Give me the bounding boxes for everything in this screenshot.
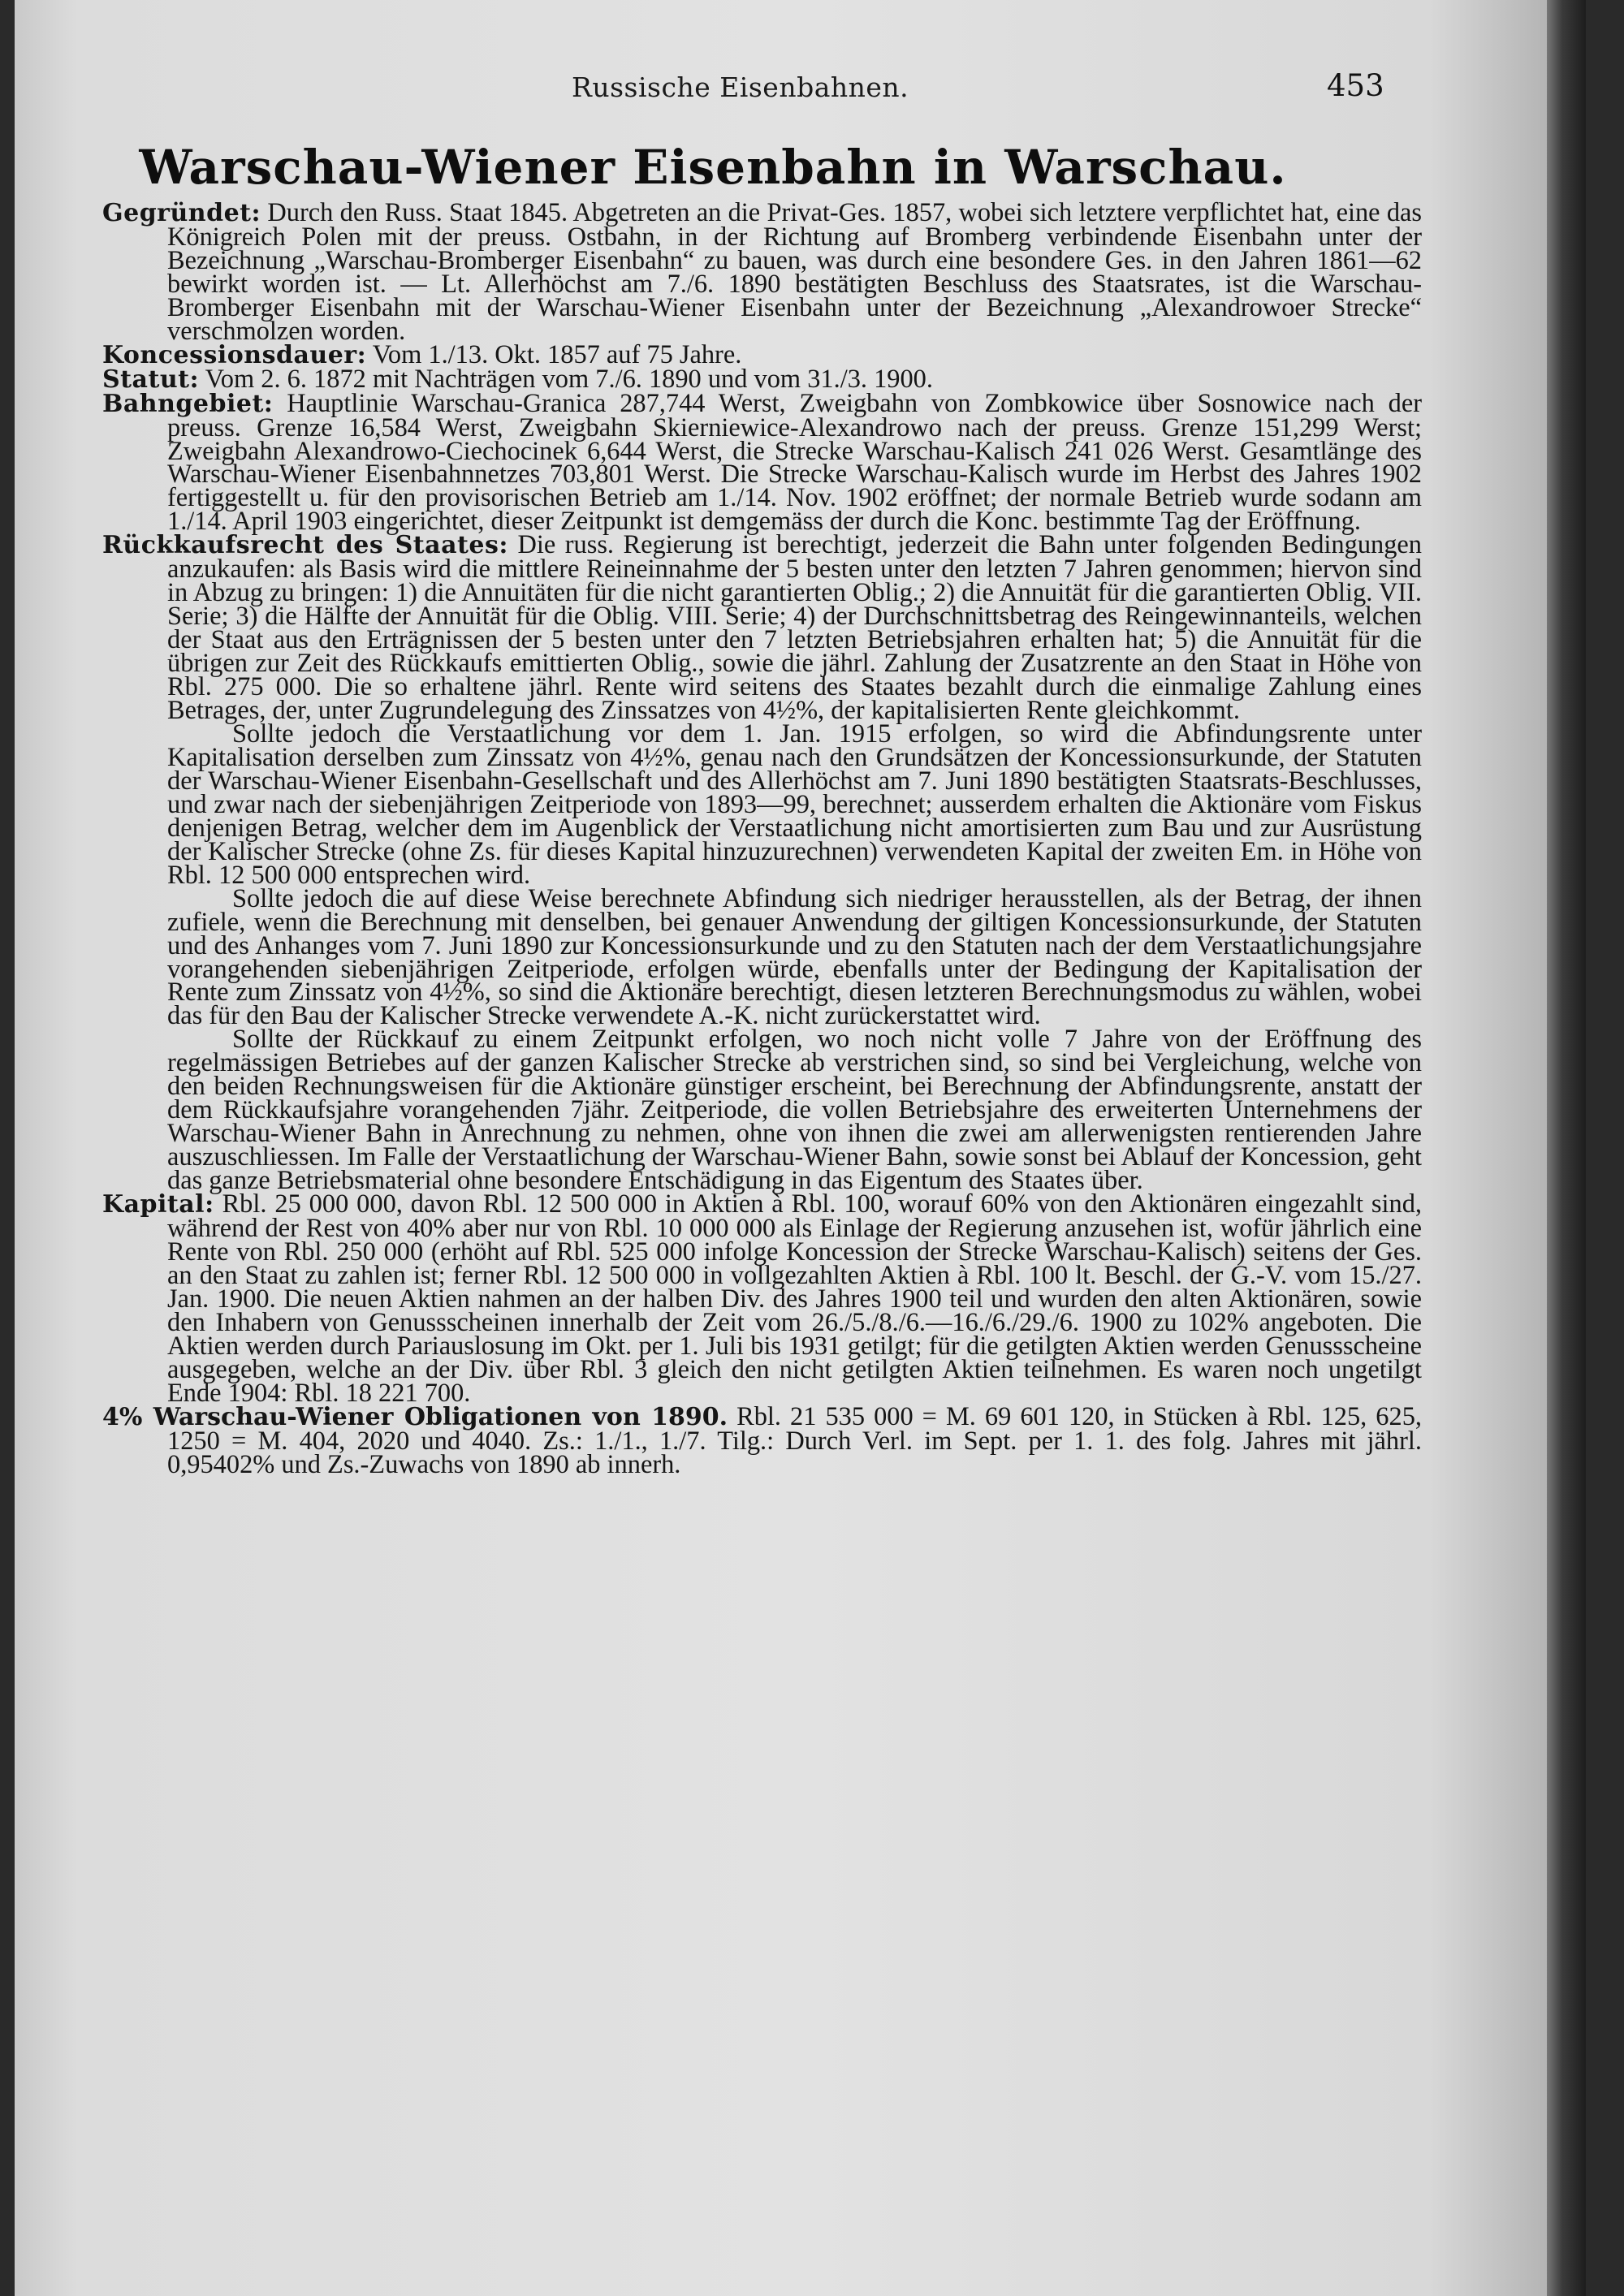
section-kapital: [102, 1189, 1422, 1408]
page-number: 453: [1327, 68, 1384, 103]
section-label: Gegründet:: [102, 199, 261, 227]
section-label: Rückkaufsrecht des Staates:: [102, 531, 508, 560]
book-binding-edge: [1547, 0, 1586, 2296]
rueckkauf-paragraph-4: Sollte der Rückkauf zu einem Zeitpunkt erfolgen, wo noch nicht volle 7 Jahre von der Eröffnung des regelmässigen Betriebes auf der ganzen Kalischer Strecke ab verstrichen sind, so sind bei Vergleichung, welche von den beiden Rechnungsweisen für die Aktionäre günstiger erscheint, bei Berechnung der Abfindungsrente, anstatt der dem Rückkaufsjahre vorangehenden 7jähr. Zeitperiode, die vollen Betriebsjahre des erweiterten Unternehmens der Warschau-Wiener Bahn in Anrechnung zu nehmen, ohne von ihnen die zwei am allerwenigsten rentierenden Jahre auszuschliessen. Im Falle der Verstaatlichung der Warschau-Wiener Bahn, sowie sonst bei Ablauf der Koncession, geht das ganze Betriebsmaterial ohne besondere Entschädigung in das Eigentum des Staates über.: [167, 1025, 1422, 1196]
document-page: [15, 0, 1586, 2296]
section-bahngebiet: [102, 388, 1422, 537]
section-text: Durch den Russ. Staat 1845. Abgetreten an die Privat-Ges. 1857, wobei sich letztere verpflichtet hat, eine das Königreich Polen mit der preuss. Ostbahn, in der Richtung auf Bromberg verbindende Eisenbahn unter der Bezeichnung „Warschau-Bromberger Eisenbahn“ zu bauen, was durch eine besondere Ges. in den Jahren 1861—62 bewirkt worden ist. — Lt. Allerhöchst am 7./6. 1890 bestätigten Beschluss des Staatsrates, ist die Warschau-Bromberger Eisenbahn mit der Warschau-Wiener Eisenbahn unter der Bezeichnung „Alexandrowoer Strecke“ verschmolzen worden.: [167, 198, 1422, 346]
section-text: Vom 2. 6. 1872 mit Nachträgen vom 7./6. 1890 und vom 31./3. 1900.: [205, 364, 933, 394]
section-label: Statut:: [102, 365, 200, 394]
page-header: [15, 68, 1509, 112]
section-text: Rbl. 21 535 000 = M. 69 601 120, in Stücken à Rbl. 125, 625, 1250 = M. 404, 2020 und 4040. Zs.: 1./1., 1./7. Tilg.: Durch Verl. im Sept. per 1. 1. des folg. Jahres mit jährl. 0,95402% und Zs.-Zuwachs von 1890 ab innerh.: [167, 1401, 1422, 1479]
section-gegruendet: [102, 198, 1422, 346]
section-text: Vom 1./13. Okt. 1857 auf 75 Jahre.: [372, 339, 742, 369]
section-text: Die russ. Regierung ist berechtigt, jederzeit die Bahn unter folgenden Bedingungen anzukaufen: als Basis wird die mittlere Reineinnahme der 5 besten unter den letzten 7 Jahren genommen; hiervon sind in Abzug zu bringen: 1) die Annuitäten für die nicht garantierten Oblig.; 2) die Annuität für die garantierten Oblig. VII. Serie; 3) die Hälfte der Annuität für die Oblig. VIII. Serie; 4) der Durchschnittsbetrag des Reingewinnanteils, welchen der Staat aus den Erträgnissen der 5 besten unter den 7 letzten Betriebsjahren erhalten hat; 5) die Annuität für die übrigen zur Zeit des Rückkaufs emittierten Oblig., sowie die jährl. Zahlung der Zusatzrente an den Staat in Höhe von Rbl. 275 000. Die so erhaltene jährl. Rente wird seitens des Staates bezahlt durch die einmalige Zahlung eines Betrages, der, unter Zugrundelegung des Zinssatzes von 4½%, der kapitalisierten Rente gleichkommt.: [167, 530, 1422, 726]
section-label: Kapital:: [102, 1190, 214, 1219]
article-body: [102, 198, 1422, 1479]
rueckkauf-paragraph-3: Sollte jedoch die auf diese Weise berechnete Abfindung sich niedriger herausstellen, als der Betrag, der ihnen zufiele, wenn die Berechnung mit denselben, bei genauer Anwendung der giltigen Koncessionsurkunde, der Statuten und des Anhanges vom 7. Juni 1890 zur Koncessionsurkunde und zu den Statuten nach der dem Verstaatlichungsjahre vorangehenden siebenjährigen Zeitperiode, erfolgen würde, ebenfalls unter der Bedingung der Kapitalisation der Rente zum Zinssatz von 4½%, so sind die Aktionäre berechtigt, diesen letzteren Berechnungsmodus zu wählen, wobei das für den Bau der Kalischer Strecke verwendete A.-K. nicht zurückerstattet wird.: [167, 883, 1422, 1031]
article-title: Warschau-Wiener Eisenbahn in Warschau.: [139, 140, 1287, 195]
rueckkauf-paragraph-2: Sollte jedoch die Verstaatlichung vor dem 1. Jan. 1915 erfolgen, so wird die Abfindungsrente unter Kapitalisation derselben zum Zinssatz von 4½%, genau nach den Grundsätzen der Koncessionsurkunde, der Statuten der Warschau-Wiener Eisenbahn-Gesellschaft und des Allerhöchst am 7. Juni 1890 bestätigten Staatsrats-Beschlusses, und zwar nach der siebenjährigen Zeitperiode von 1893—99, berechnet; ausserdem erhalten die Aktionäre vom Fiskus denjenigen Betrag, welcher dem im Augenblick der Verstaatlichung nicht amortisierten zum Bau und zur Ausrüstung der Kalischer Strecke (ohne Zs. für dieses Kapital hinzuzurechnen) verwendeten Kapital der zweiten Em. in Höhe von Rbl. 12 500 000 entsprechen wird.: [167, 719, 1422, 890]
running-head: Russische Eisenbahnen.: [572, 71, 909, 103]
section-label: 4% Warschau-Wiener Obligationen von 1890.: [102, 1402, 728, 1431]
section-label: Koncessionsdauer:: [102, 340, 367, 369]
section-text: Hauptlinie Warschau-Granica 287,744 Werst, Zweigbahn von Zombkowice über Sosnowice nach der preuss. Grenze 16,584 Werst, Zweigbahn Skierniewice-Alexandrowo nach der preuss. Grenze 151,299 Werst; Zweigbahn Alexandrowo-Ciechocinek 6,644 Werst, die Strecke Warschau-Kalisch 241 026 Werst. Gesamtlänge des Warschau-Wiener Eisenbahnnetzes 703,801 Werst. Die Strecke Warschau-Kalisch wurde im Herbst des Jahres 1902 fertiggestellt u. für den provisorischen Betrieb am 1./14. Nov. 1902 eröffnet; der normale Betrieb wurde sodann am 1./14. April 1903 eingerichtet, dieser Zeitpunkt ist demgemäss der durch die Konc. bestimmte Tag der Eröffnung.: [167, 388, 1422, 537]
section-rueckkaufsrecht: [102, 530, 1422, 726]
section-obligationen: [102, 1401, 1422, 1479]
section-label: Bahngebiet:: [102, 389, 274, 418]
section-text: Rbl. 25 000 000, davon Rbl. 12 500 000 in Aktien à Rbl. 100, worauf 60% von den Aktionären eingezahlt sind, während der Rest von 40% aber nur von Rbl. 10 000 000 als Einlage der Regierung anzusehen ist, wofür jährlich eine Rente von Rbl. 250 000 (erhöht auf Rbl. 525 000 infolge Koncession der Strecke Warschau-Kalisch) seitens der Ges. an den Staat zu zahlen ist; ferner Rbl. 12 500 000 in vollgezahlten Aktien à Rbl. 100 lt. Beschl. der G.-V. vom 15./27. Jan. 1900. Die neuen Aktien nahmen an der halben Div. des Jahres 1900 teil und wurden den alten Aktionären, sowie den Inhabern von Genussscheinen innerhalb der Zeit vom 26./5./8./6.—16./6./29./6. 1900 zu 102% angeboten. Die Aktien werden durch Pariauslosung im Okt. per 1. Juli bis 1931 getilgt; für die getilgten Aktien werden Genussscheine ausgegeben, welche an der Div. über Rbl. 3 gleich den nicht getilgten Aktien teilnehmen. Es waren noch ungetilgt Ende 1904: Rbl. 18 221 700.: [167, 1189, 1422, 1408]
